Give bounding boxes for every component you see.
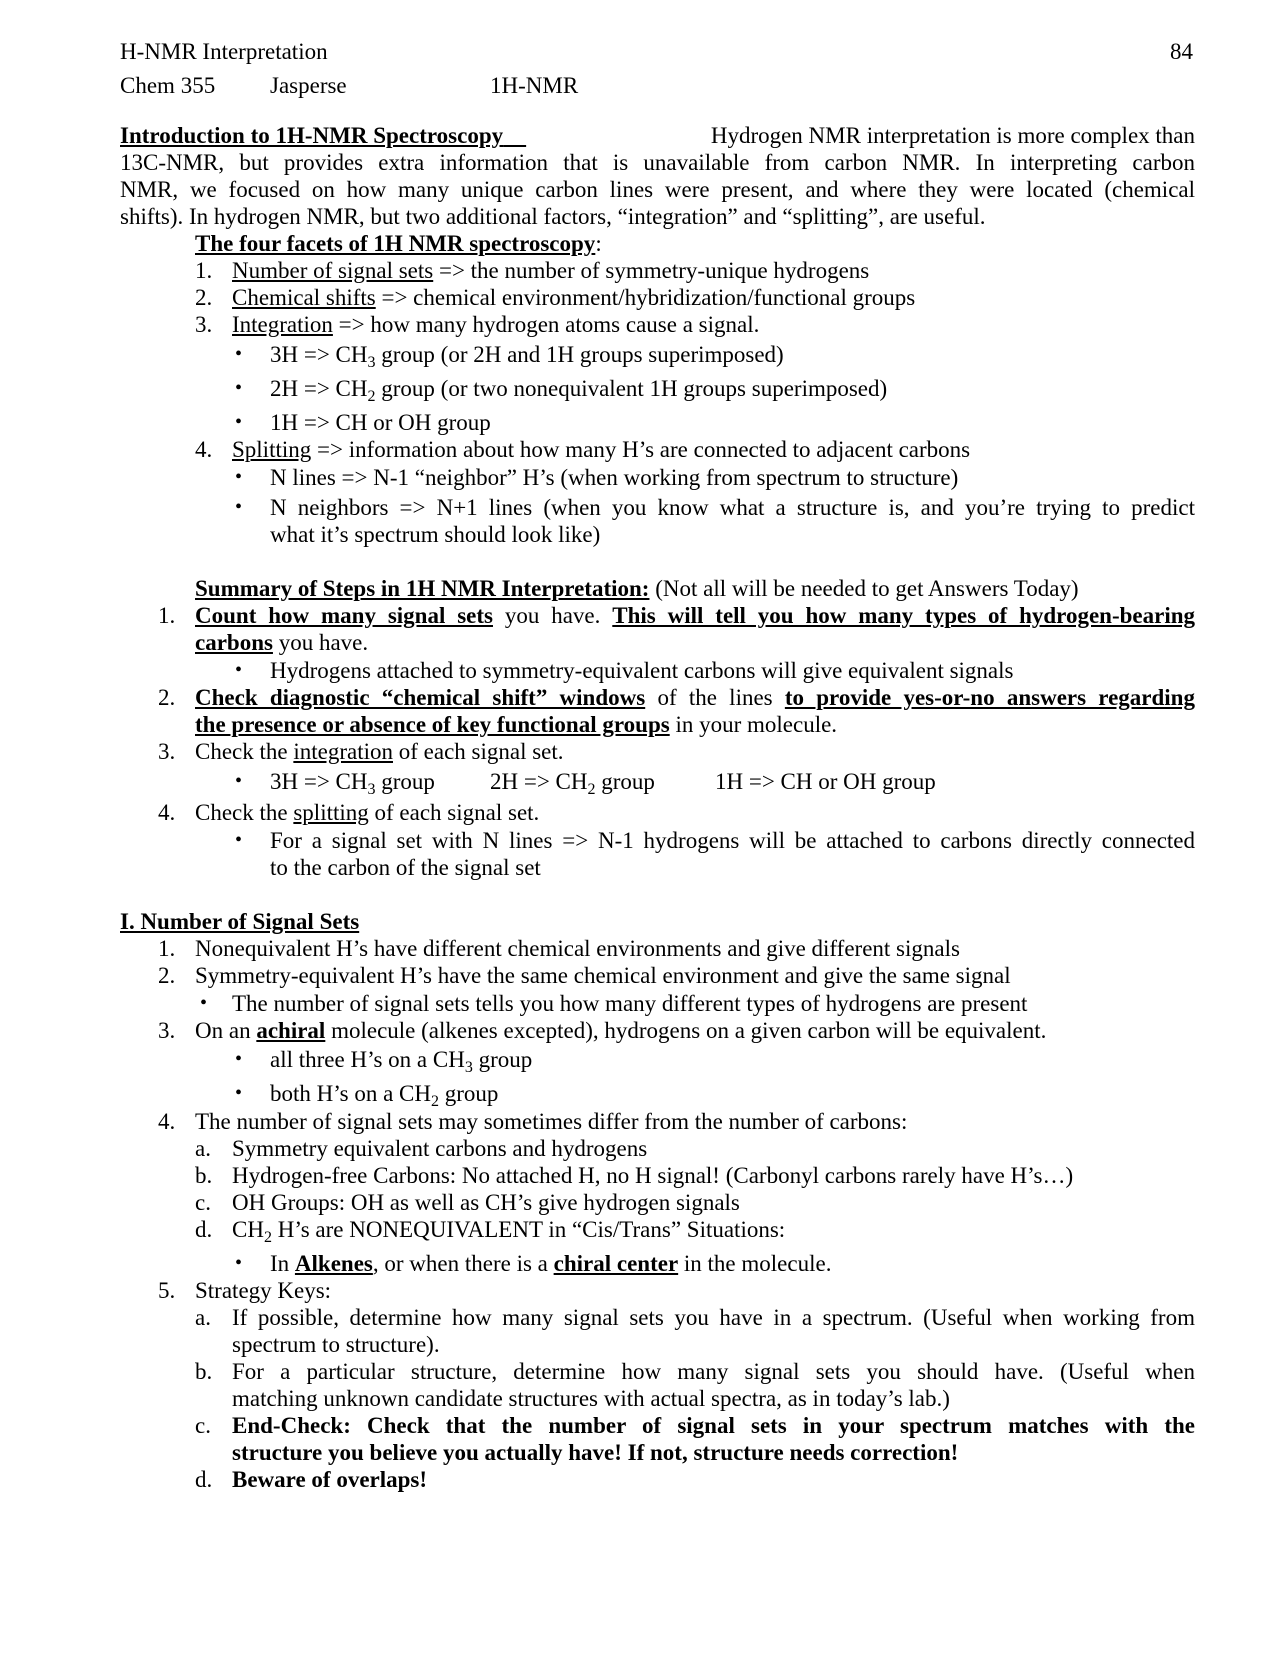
header-title: H-NMR Interpretation: [120, 39, 328, 64]
step-3-bullet-ch: 1H => CH or OH group: [715, 769, 936, 794]
step-2-line-1: [195, 684, 1195, 711]
facet-3-bullet-1-pre: 3H => CH: [270, 342, 368, 367]
bullet-icon: •: [235, 1252, 243, 1274]
section-1-item-1-number: 1.: [158, 936, 176, 961]
item-4d-bullet-c: , or when there is a: [372, 1251, 554, 1276]
bullet-icon: •: [235, 377, 243, 399]
facets-heading-colon: :: [595, 231, 602, 256]
facets-heading-text: The four facets of 1H NMR spectroscopy: [195, 231, 596, 256]
item-4d-bullet: [270, 1250, 831, 1277]
item-4d-chiral: chiral center: [553, 1251, 679, 1276]
item-4a: Symmetry equivalent carbons and hydrogens: [232, 1136, 648, 1161]
item-3-b2-post: group: [439, 1081, 499, 1106]
step-4-bullet-line-2: to the carbon of the signal set: [270, 855, 541, 880]
step-3-ch3-post: group: [375, 769, 435, 794]
item-5c-line-2: structure you believe you actually have! If not, structure needs correction!: [232, 1440, 959, 1465]
facet-2-text: => chemical environment/hybridization/functional groups: [375, 285, 916, 310]
section-1-item-3-bullet-2: [270, 1080, 499, 1110]
item-4d-label: d.: [195, 1217, 213, 1242]
item-4d-alkenes: Alkenes: [294, 1251, 373, 1276]
course-label: Chem 355: [120, 73, 216, 98]
facet-3-bullet-1: [270, 341, 784, 371]
facet-3-bullet-2-pre: 2H => CH: [270, 376, 368, 401]
step-3-ch3-sub: 3: [367, 781, 376, 798]
step-3-bullet-ch2: [490, 768, 655, 798]
item-5a-label: a.: [195, 1305, 211, 1330]
section-1-item-3-bullet-1: [270, 1046, 533, 1076]
step-1-bullet: Hydrogens attached to symmetry-equivalent carbons will give equivalent signals: [270, 658, 1014, 683]
bullet-icon: •: [235, 466, 243, 488]
facet-4-bullet-2-line-2: what it’s spectrum should look like): [270, 522, 601, 547]
item-4b-label: b.: [195, 1163, 213, 1188]
item-3-achiral: achiral: [256, 1018, 326, 1043]
item-5b-label: b.: [195, 1359, 213, 1384]
summary-heading-note: (Not all will be needed to get Answers Today): [649, 576, 1079, 601]
item-5b-line-2: matching unknown candidate structures with actual spectra, as in today’s lab.): [232, 1386, 950, 1411]
section-1-item-1: Nonequivalent H’s have different chemical environments and give different signals: [195, 936, 960, 961]
section-1-item-2-number: 2.: [158, 963, 176, 988]
step-4-bullet-line-1: For a signal set with N lines => N-1 hydrogens will be attached to carbons directly connected: [270, 828, 1195, 853]
facet-3-bullet-2: [270, 375, 888, 405]
facet-3-bullet-1-sub: 3: [367, 354, 376, 371]
section-1-item-5: Strategy Keys:: [195, 1278, 332, 1303]
item-5b-line-1: For a particular structure, determine how many signal sets you should have. (Useful when: [232, 1359, 1195, 1384]
step-2-number: 2.: [158, 685, 176, 710]
facet-3-bullet-3: 1H => CH or OH group: [270, 410, 491, 435]
item-4d-sub: 2: [263, 1229, 272, 1246]
item-3-b1-sub: 3: [464, 1059, 473, 1076]
intro-line-1-rest: Hydrogen NMR interpretation is more complex than: [710, 123, 1195, 148]
item-4c: OH Groups: OH as well as CH’s give hydrogen signals: [232, 1190, 740, 1215]
bullet-icon: •: [235, 496, 243, 518]
intro-heading: Introduction to 1H-NMR Spectroscopy: [120, 123, 504, 148]
item-4d-bullet-a: In: [270, 1251, 295, 1276]
facet-4-bullet-2-line-1: N neighbors => N+1 lines (when you know what a structure is, and you’re trying to predict: [270, 495, 1195, 520]
step-3-ch2-pre: 2H => CH: [490, 769, 588, 794]
intro-line-1: [120, 122, 1195, 149]
author-label: Jasperse: [270, 73, 347, 98]
facet-1: [232, 257, 869, 284]
step-4-c: of each signal set.: [368, 800, 540, 825]
step-2-provide: to provide yes-or-no answers regarding: [784, 685, 1195, 710]
intro-line-4: shifts). In hydrogen NMR, but two additional factors, “integration” and “splitting”, are useful.: [120, 204, 986, 229]
section-1-item-2-bullet: The number of signal sets tells you how many different types of hydrogens are present: [232, 991, 1028, 1016]
step-3-a: Check the: [195, 739, 294, 764]
bullet-icon: •: [200, 992, 208, 1014]
bullet-icon: •: [235, 411, 243, 433]
item-3-c: molecule (alkenes excepted), hydrogens on a given carbon will be equivalent.: [325, 1018, 1047, 1043]
item-5c-label: c.: [195, 1413, 211, 1438]
step-4: [195, 799, 539, 826]
intro-line-2: 13C-NMR, but provides extra information that is unavailable from carbon NMR. In interpreting carbon: [120, 150, 1195, 175]
step-3-integration: integration: [293, 739, 393, 764]
item-5c-line-1: End-Check: Check that the number of signal sets in your spectrum matches with the: [232, 1413, 1195, 1438]
section-1-item-3: [195, 1017, 1046, 1044]
summary-heading: Summary of Steps in 1H NMR Interpretation:: [195, 576, 650, 601]
step-3-ch2-sub: 2: [587, 781, 596, 798]
step-4-a: Check the: [195, 800, 294, 825]
step-3: [195, 738, 564, 765]
bullet-icon: •: [235, 770, 243, 792]
facet-3-bullet-1-post: group (or 2H and 1H groups superimposed): [375, 342, 784, 367]
page-number: 84: [1170, 39, 1193, 64]
item-3-b2-sub: 2: [431, 1093, 439, 1110]
section-1-item-3-number: 3.: [158, 1018, 176, 1043]
item-4d-pre: CH: [232, 1217, 264, 1242]
step-2-presence: the presence or absence of key functional groups: [195, 712, 670, 737]
section-1-item-4-number: 4.: [158, 1109, 176, 1134]
bullet-icon: •: [235, 343, 243, 365]
facet-4-number: 4.: [195, 437, 213, 462]
step-1-tell: This will tell you how many types of hydrogen-bearing: [612, 603, 1195, 628]
step-3-ch2-post: group: [595, 769, 655, 794]
item-4d: [232, 1216, 786, 1246]
section-1-item-2: Symmetry-equivalent H’s have the same chemical environment and give the same signal: [195, 963, 1011, 988]
step-4-splitting: splitting: [293, 800, 369, 825]
step-2-of-lines: of the lines: [645, 685, 785, 710]
facet-2: [232, 284, 915, 311]
step-3-bullet-ch3: [270, 768, 435, 798]
step-1-count: Count how many signal sets: [195, 603, 493, 628]
section-1-heading: I. Number of Signal Sets: [120, 909, 360, 934]
item-5a-line-2: spectrum to structure).: [232, 1332, 440, 1357]
step-2-line-2: [195, 711, 837, 738]
facet-3-term: Integration: [232, 312, 333, 337]
step-3-c: of each signal set.: [393, 739, 564, 764]
intro-line-3: NMR, we focused on how many unique carbon lines were present, and where they were located (chemical: [120, 177, 1195, 202]
item-4b: Hydrogen-free Carbons: No attached H, no H signal! (Carbonyl carbons rarely have H’s…): [232, 1163, 1074, 1188]
facet-1-term: Number of signal sets: [232, 258, 434, 283]
step-3-ch3-pre: 3H => CH: [270, 769, 368, 794]
intro-heading-pad: [503, 123, 526, 148]
facet-2-term: Chemical shifts: [232, 285, 376, 310]
step-1-you-have: you have.: [492, 603, 613, 628]
step-4-number: 4.: [158, 800, 176, 825]
bullet-icon: •: [235, 829, 243, 851]
bullet-icon: •: [235, 1082, 243, 1104]
bullet-icon: •: [235, 1048, 243, 1070]
step-2-end: in your molecule.: [669, 712, 838, 737]
item-3-b1-pre: all three H’s on a CH: [270, 1047, 465, 1072]
item-4d-post: H’s are NONEQUIVALENT in “Cis/Trans” Situations:: [271, 1217, 786, 1242]
item-5d: Beware of overlaps!: [232, 1467, 428, 1492]
facet-1-text: => the number of symmetry-unique hydrogens: [433, 258, 870, 283]
item-3-b1-post: group: [472, 1047, 533, 1072]
facet-3-bullet-2-sub: 2: [367, 388, 376, 405]
step-3-number: 3.: [158, 739, 176, 764]
step-1-line-2: [195, 629, 368, 656]
step-1-line-1: [195, 602, 1195, 629]
section-1-item-5-number: 5.: [158, 1278, 176, 1303]
facet-1-number: 1.: [195, 258, 213, 283]
facet-4-term: Splitting: [232, 437, 312, 462]
facet-3-bullet-2-post: group (or two nonequivalent 1H groups superimposed): [375, 376, 888, 401]
summary-heading-line: [195, 575, 1079, 602]
item-4a-label: a.: [195, 1136, 211, 1161]
step-1-carbons: carbons: [195, 630, 273, 655]
facet-3-text: => how many hydrogen atoms cause a signal.: [332, 312, 760, 337]
section-1-item-4: The number of signal sets may sometimes differ from the number of carbons:: [195, 1109, 908, 1134]
item-4c-label: c.: [195, 1190, 211, 1215]
facet-4: [232, 436, 970, 463]
item-3-a: On an: [195, 1018, 257, 1043]
facet-4-text: => information about how many H’s are connected to adjacent carbons: [311, 437, 971, 462]
facet-4-bullet-1: N lines => N-1 “neighbor” H’s (when working from spectrum to structure): [270, 465, 959, 490]
step-1-number: 1.: [158, 603, 176, 628]
item-3-b2-pre: both H’s on a CH: [270, 1081, 431, 1106]
facets-heading: [195, 230, 602, 257]
step-1-end: you have.: [272, 630, 369, 655]
facet-3: [232, 311, 759, 338]
facet-2-number: 2.: [195, 285, 213, 310]
facet-3-number: 3.: [195, 312, 213, 337]
item-4d-bullet-e: in the molecule.: [678, 1251, 832, 1276]
step-2-check: Check diagnostic “chemical shift” windows: [195, 685, 646, 710]
item-5a-line-1: If possible, determine how many signal sets you have in a spectrum. (Useful when working from: [232, 1305, 1195, 1330]
item-5d-label: d.: [195, 1467, 213, 1492]
bullet-icon: •: [235, 659, 243, 681]
topic-label: 1H-NMR: [490, 73, 579, 98]
